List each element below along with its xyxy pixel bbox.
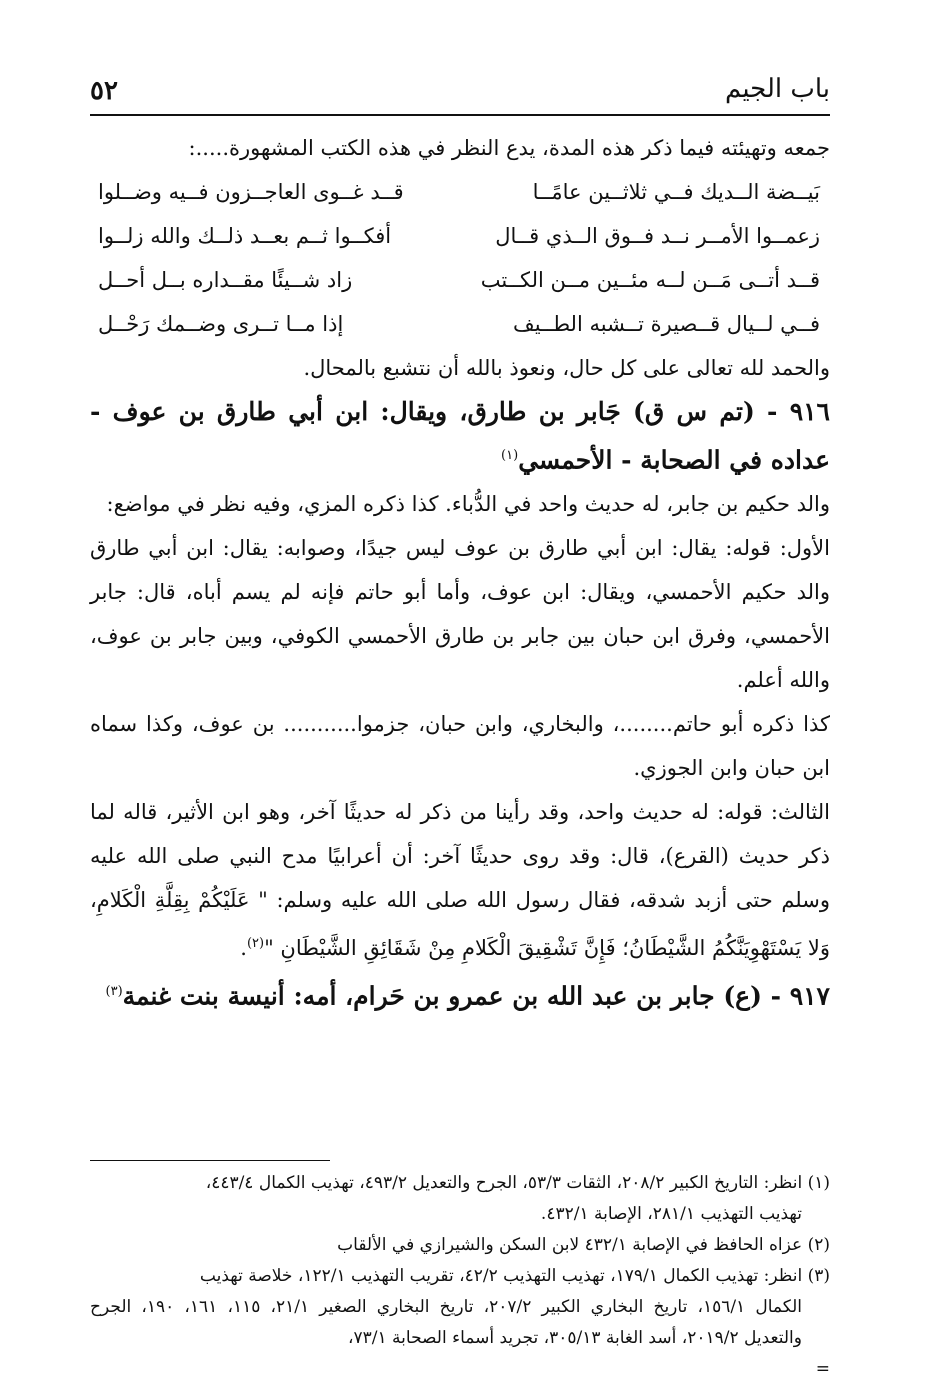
main-text [90,126,830,1019]
footnote-3-line-1: (٣) انظر: تهذيب الكمال ١٧٩/١، تهذيب التهذيب ٤٢/٢، تقريب التهذيب ١٢٢/١، خلاصة تهذيب [199,1266,830,1286]
page-number: ٥٢ [90,76,118,106]
entry-916-para-4 [90,790,830,970]
para-4-end: . [240,936,247,961]
verse-second-hemistich: إذا مــا تــرى وضــمك رَحْــل [98,312,344,336]
entry-916-para-1: والد حكيم بن جابر، له حديث واحد في الدُّباء. كذا ذكره المزي، وفيه نظر في مواضع: [106,492,830,517]
footnote-3-rest: الكمال ١٥٦/١، تاريخ البخاري الكبير ٢٠٧/٢، تاريخ البخاري الصغير ٢١/١، ١١٥، ١٦١، ١٩٠، الجرح والتعديل ٢٠١٩/٢، أسد الغابة ٣٠٥/١٣، تجريد أسماء الصحابة ٧٣/١، [90,1297,803,1348]
footnote-3-tail: = [815,1359,830,1379]
entry-917-heading [90,970,830,1018]
verse-first-hemistich: بَيــضة الــديك فــي ثلاثــين عامًــا [532,180,820,204]
poem-verse [90,258,830,302]
footnote-ref-1[interactable]: (١) [501,448,519,463]
verse-second-hemistich: أفكــوا ثــم بعــد ذلــك والله زلــوا [98,224,392,248]
verse-first-hemistich: قــد أتــى مَــن لــه مئــين مــن الكــتب [480,268,820,292]
footnote-1-line-1: (١) انظر: التاريخ الكبير ٢٠٨/٢، الثقات ٥٣/٣، الجرح والتعديل ٤٩٣/٢، تهذيب الكمال ٤٤٣/٤، [205,1173,830,1193]
poem-verse [90,170,830,214]
entry-916-para-2: الأول: قوله: يقال: ابن أبي طارق بن عوف ليس جيدًا، وصوابه: يقال: ابن أبي طارق والد حكيم الأحمسي، ويقال: ابن عوف، وأما أبو حاتم فإنه لم يسم أباه، قال: جابر الأحمسي، وفرق ابن حبان بين جابر بن طارق الأحمسي الكوفي، وبين جابر بن عوف، والله أعلم. [90,536,830,693]
footnote-ref-3[interactable]: (٣) [105,984,123,1000]
verse-second-hemistich: زاد شــيئًا مقــداره بــل أحــل [98,268,353,292]
footnote-ref-2[interactable]: (٢) [246,936,265,952]
hadith-quote: " عَلَيْكُمْ بِقِلَّةِ الْكَلامِ، وَلا يَسْتَهْوِيَنَّكُمُ الشَّيْطَانُ؛ فَإِنَّ تَشْقِيقَ الْكَلامِ مِنْ شَقَائِقِ الشَّيْطَانِ " [90,888,830,961]
footnotes [90,1168,830,1385]
footnote-1-line-2: تهذيب التهذيب ٢٨١/١، الإصابة ٤٣٢/١. [540,1204,802,1224]
footnote-divider [90,1160,330,1161]
page-header [90,70,830,116]
document-page [90,70,831,1379]
para-4-text: الثالث: قوله: له حديث واحد، وقد رأينا من ذكر له حديثًا آخر، وهو ابن الأثير، قاله لما ذكر حديث (القرع)، قال: وقد روى حديثًا آخر: أن أعرابيًا مدح النبي صلى الله عليه وسلم حتى أزبد شدقه، فقال رسول الله صلى الله عليه وسلم: [90,800,831,913]
footnote-2: (٢) عزاه الحافظ في الإصابة ٤٣٢/١ لابن السكن والشيرازي في الألقاب [337,1235,830,1255]
entry-917-title: ٩١٧ - (ع) جابر بن عبد الله بن عمرو بن حَرام، أمه: أنيسة بنت غنمة [122,981,830,1011]
verse-second-hemistich: قــد غــوى العاجــزون فــيه وضــلوا [98,180,404,204]
closing-line: والحمد لله تعالى على كل حال، ونعوذ بالله أن نتشبع بالمحال. [303,356,830,380]
poem-verse [90,302,830,346]
chapter-title: باب الجيم [725,74,830,104]
intro-line: جمعه وتهيئته فيما ذكر هذه المدة، يدع النظر في هذه الكتب المشهورة.....: [188,136,830,160]
verse-first-hemistich: زعمــوا الأمــر نــد فــوق الــذي قــال [495,224,820,248]
entry-916-title: ٩١٦ - (تم س ق) جَابر بن طارق، ويقال: ابن أبي طارق بن عوف - عداده في الصحابة - الأحمسي [90,397,830,475]
entry-916-para-3: كذا ذكره أبو حاتم........، والبخاري، وابن حبان، جزموا........... بن عوف، وكذا سماه ابن حبان وابن الجوزي. [90,712,830,781]
verse-first-hemistich: فــي لــيال قــصيرة تــشبه الطــيف [512,312,820,336]
entry-916-heading [90,390,830,482]
poem [90,170,830,346]
poem-verse [90,214,830,258]
